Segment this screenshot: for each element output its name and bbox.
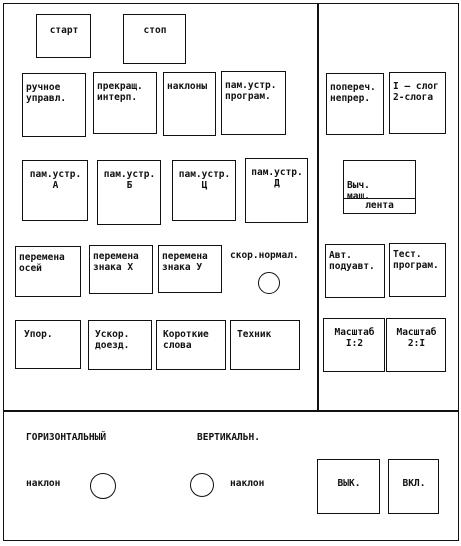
stop-limit-button[interactable]: Упор. (15, 320, 81, 369)
vertical-tilt-label: наклон (230, 478, 265, 489)
off-button[interactable]: ВЫК. (317, 459, 380, 514)
stop-button[interactable]: стоп (123, 14, 186, 64)
horizontal-tilt-label: наклон (26, 478, 61, 489)
scale-2-1-button[interactable]: Масштаб 2:I (386, 318, 446, 372)
auto-stop-button[interactable]: Авт. подуавт. (325, 244, 385, 298)
tape-label: лента (344, 198, 415, 213)
tilts-button[interactable]: наклоны (163, 72, 216, 136)
memory-b-button[interactable]: пам.устр. Б (97, 160, 161, 225)
change-sign-y-button[interactable]: перемена знака У (158, 245, 222, 293)
technician-button[interactable]: Техник (230, 320, 300, 370)
horizontal-label: ГОРИЗОНТАЛЬНЫЙ (26, 432, 107, 443)
speed-normal-indicator (258, 272, 280, 294)
vertical-tilt-indicator[interactable] (190, 473, 214, 497)
change-axes-button[interactable]: перемена осей (15, 246, 81, 297)
manual-control-button[interactable]: ручное управл. (22, 73, 86, 137)
vertical-divider (317, 4, 319, 410)
start-button[interactable]: старт (36, 14, 91, 58)
speed-normal-label: скор.нормал. (230, 250, 299, 261)
computer-label: Выч. маш. (347, 180, 370, 202)
scale-1-2-button[interactable]: Масштаб I:2 (323, 318, 385, 372)
syllable-mode-button[interactable]: I – слог 2-слога (389, 72, 446, 134)
memory-d-button[interactable]: пам.устр. Д (245, 158, 308, 223)
memory-c-button[interactable]: пам.устр. Ц (172, 160, 236, 221)
memory-program-button[interactable]: пам.устр. програм. (221, 71, 286, 135)
memory-a-button[interactable]: пам.устр. А (22, 160, 88, 221)
horizontal-divider (4, 410, 458, 412)
vertical-label: ВЕРТИКАЛЬН. (197, 432, 260, 443)
transverse-continuous-button[interactable]: попереч. непрер. (326, 73, 384, 135)
computer-tape-button[interactable] (343, 160, 416, 214)
short-words-button[interactable]: Короткие слова (156, 320, 226, 370)
stop-interrupt-button[interactable]: прекращ. интерп. (93, 72, 157, 134)
accelerated-travel-button[interactable]: Ускор. доезд. (88, 320, 152, 370)
on-button[interactable]: ВКЛ. (388, 459, 439, 514)
horizontal-tilt-indicator[interactable] (90, 473, 116, 499)
change-sign-x-button[interactable]: перемена знака Х (89, 245, 153, 294)
test-program-button[interactable]: Тест. програм. (389, 243, 446, 297)
